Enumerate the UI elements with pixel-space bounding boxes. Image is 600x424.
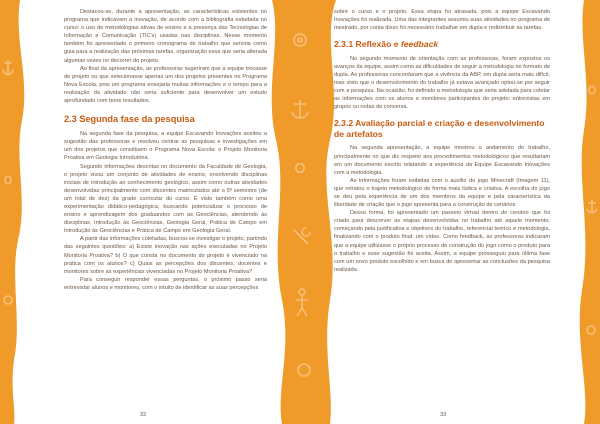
- paragraph: Destacou-se, durante a apresentação, as características existentes no programa que indicavam a inovação, de acordo com a bibliografia estudada no curso: o uso de metodologias ativas de ensino e a presença das Tecnologias de Informação e Comunicação (TIC's) usadas nas disciplinas. Nesse momento também foi apresentado o primeiro cronograma de trabalho que serviria como guia para a realização das próximas tarefas, organização essa que seria alterada algumas vezes no decorrer do projeto.: [64, 9, 267, 64]
- paragraph: Ao final da apresentação, as professoras sugeriram que a equipe trocasse de projeto ou que selecionasse apenas um dos projetos presentes no Programa Nova Escola, pois um programa ensejaria muitas informações e o tempo para a realização da atividade não seria suficiente para desenvolver um estudo aprofundado com bons resultados.: [64, 65, 267, 105]
- paragraph: As informações foram exibidas com o auxílio do jogo Minecraft (Imagem 11), que retratou o trajeto metodológico de forma mais lúdica e criativa. A escolha do jogo se deu pela experiência de um dos membros da equipe e pela característica da liberdade de criação que o jogo apresenta para a construção de cenários.: [334, 177, 550, 209]
- paragraph: Para conseguir responder essas perguntas, o próximo passo seria entrevistar alunos e monitores, com o intuito de identificar as suas percepções: [64, 276, 267, 291]
- paragraph: sobre o curso e o projeto. Essa etapa foi atrasada, pois a equipe Escavando Inovações foi realizada. Uma das integrantes assumiu suas atividades no programa de mestrado, por conta disso foi necessário trabalhar em dupla e redistribuir as tarefas.: [334, 9, 550, 32]
- subsection-heading-emphasis: feedback: [400, 39, 439, 50]
- subsection-heading: 2.3.2 Avaliação parcial e criação e desenvolvimento de artefatos: [334, 118, 545, 139]
- paragraph: Na segunda fase da pesquisa, a equipe Escavando Inovações aceitou a sugestão das professoras e resolveu centrar as pesquisas e investigações em um dos projetos que constituem o Programa Nova Escola: o Projeto Monitoria Proativa em Geologia Introdutória.: [64, 131, 267, 162]
- paragraph: A partir das informações coletadas, buscou-se investigar o projeto, partindo das seguintes questões: a) Existe inovação nas ações executadas no Projeto Monitoria Proativa? b) O que consta no documento do projeto é vivenciado na prática com os alunos? c) Quais as percepções dos discentes, docentes e monitores sobre as experiências vivenciadas no Projeto Monitoria Proativa?: [64, 236, 267, 275]
- paragraph: No segundo momento de orientação com as professoras, foram expostos os avanços da equipe, assim como as dificuldades de seguir a metodologia no formato de dupla. As professoras concordaram que a vivência da ABP, em dupla seria mais difícil, mas visto que o desenvolvimento do trabalho já estava avançado optou-se por seguir com a pesquisa. Na ocasião, foi definido a metodologia que seria adotada para coletar as informações com os alunos e monitores participantes do projeto: entrevistas em grupos ou rodas de conversa.: [334, 55, 550, 111]
- subsection-heading-text: 2.3.1 Reflexão e: [334, 39, 401, 50]
- page-number: 33: [440, 412, 447, 418]
- section-heading: 2.3 Segunda fase da pesquisa: [64, 114, 195, 125]
- paragraph: Na segunda apresentação, a equipe mostrou o andamento do trabalho, principalmente no que diz respeito aos procedimentos metodológicos que resultariam em um documento escrito relatando a experiência da Equipe Escavando Inovações com a metodologia.: [334, 145, 550, 176]
- paragraph: Dessa forma, foi apresentado um passeio virtual dentro do cenário que foi criado para descrever as etapas desenvolvidas no trabalho até aquele momento, começando pela justificativa e objetivos do trabalho, referencial teórico e metodologia, finalizando com o produto final: um vídeo. Como feedback, as professoras indicaram que a equipe utilizasse o próprio processo de construção do jogo como o produto para o trabalho e esse sugestão foi aceita. Assim, a equipe prosseguiu para última fase com um novo produto escolhido e em busca de apresentar as conclusões da pesquisa realizada.: [334, 210, 550, 273]
- subsection-heading: [334, 39, 550, 50]
- right-page: [300, 0, 600, 424]
- page-number: 32: [140, 412, 147, 418]
- paragraph: Segundo informações descritas no documento da Faculdade de Geologia, o projeto visou um conjunto de atividades de ensino, envolvendo disciplinas iniciais de introdução ao conhecimento geológico, assim como outras atividades desenvolvidas principalmente com discentes matriculados até o 5º semestre (de um total de dez) da grade curricular do curso. É visto também como uma experimentação didático-pedagógica, buscando potencializar o processo de ensino e aprendizagem dos graduandos com as Geociências, atendendo às disciplinas: Introdução às Geociências, Geologia Geral, Prática de Campo em Introdução às Geociências e Prática de Campo em Geologia Geral.: [64, 163, 267, 235]
- left-text-column: [64, 8, 267, 292]
- right-text-column: [334, 8, 550, 274]
